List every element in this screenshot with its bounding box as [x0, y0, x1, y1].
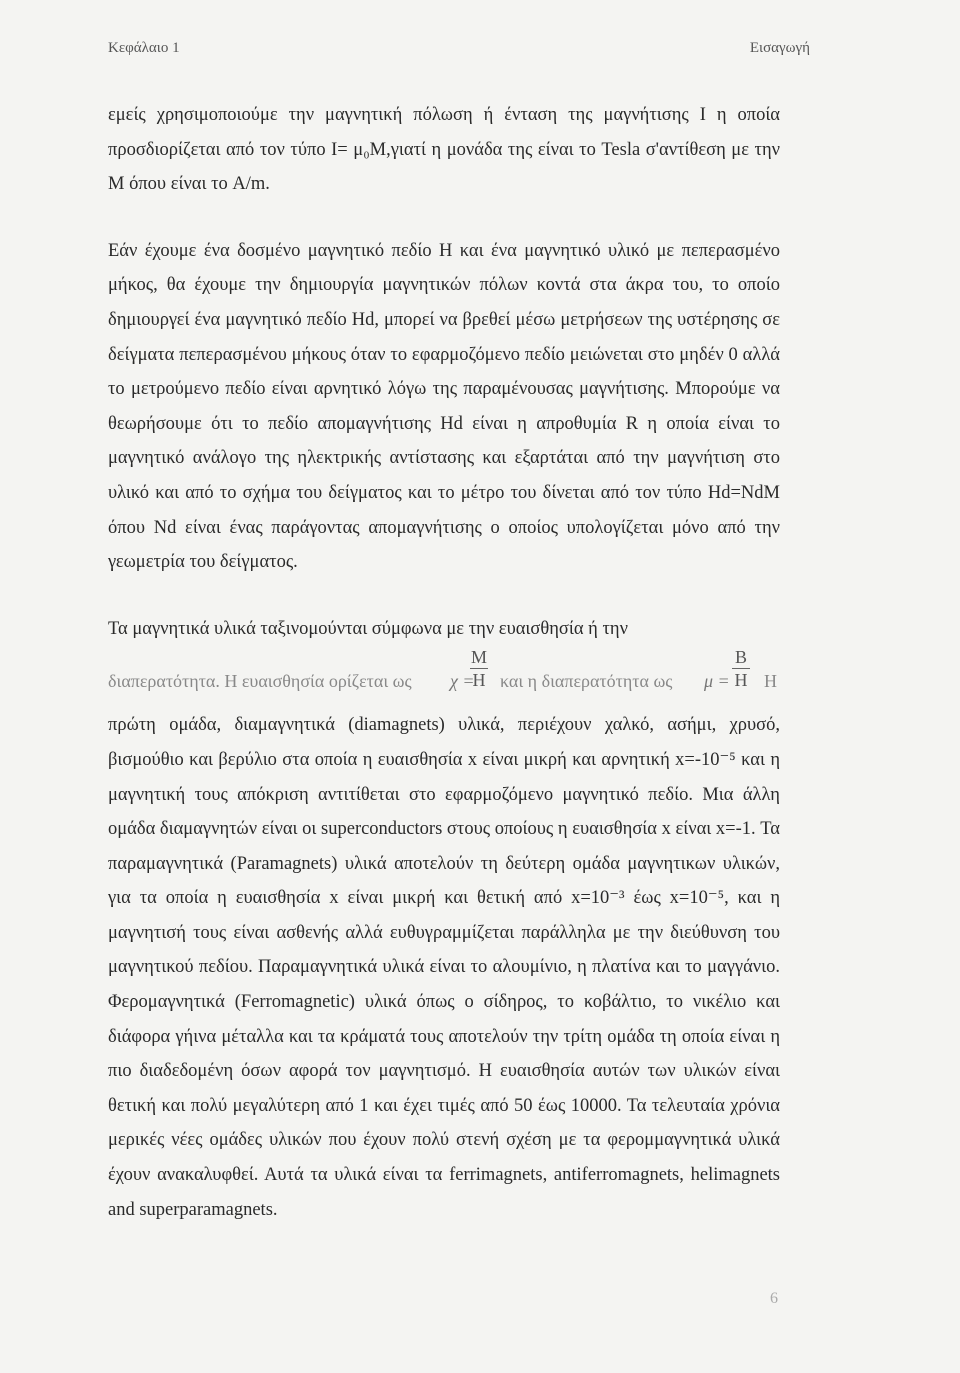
- paragraph-4: πρώτη ομάδα, διαμαγνητικά (diamagnets) υλικά, περιέχουν χαλκό, ασήμι, χρυσό, βισμούθιο και βερύλιο στα οποία η ευαισθησία x είναι μικρή και αρνητική x=-10⁻⁵ και η μαγνητική τους απόκριση αντιτίθεται στο εφαρμοζόμενο μαγνητικό πεδίο. Μια άλλη ομάδα διαμαγνητών είναι οι superconductors στους οποίους η ευαισθησία x είναι x=-1. Τα παραμαγνητικά (Paramagnets) υλικά αποτελούν τη δεύτερη ομάδα μαγνητικων υλικών, για τα οποία η ευαισθησία x είναι μικρή και θετική από x=10⁻³ έως x=10⁻⁵, και η μαγνητισή τους είναι ασθενής αλλά ευθυγραμμίζεται παράλληλα με την διεύθυνση του μαγνητικού πεδίου. Παραμαγνητικά υλικά είναι το αλουμίνιο, η πλατίνα και το μαγγάνιο. Φερομαγνητικά (Ferromagnetic) υλικά όπως ο σίδηρος, το κοβάλτιο, το νικέλιο και διάφορα γήινα μέταλλα και τα κράματά τους αποτελούν την τρίτη ομάδα τη οποία είναι η πιο διαδεδομένη όσων αφορά τον μαγνητισμό. Η ευαισθησία αυτών των υλικών είναι θετική και πολύ μεγαλύτερη από 1 και έχει τιμές από 50 έως 10000. Τα τελευταία χρόνια μερικές νέες ομάδες υλικών που έχουν πολύ στενή σχέση με τα φερομμαγνητικά υλικά έχουν ανακαλυφθεί. Αυτά τα υλικά είναι τα ferrimagnets, antiferromagnets, helimagnets and superparamagnets.: [108, 715, 780, 1220]
- susceptibility-fraction: [470, 646, 488, 691]
- page-number: 6: [770, 1290, 778, 1307]
- chi-symbol: χ =: [450, 671, 475, 692]
- fraction-numerator: M: [470, 647, 487, 668]
- paragraph-1: εμείς χρησιμοποιούμε την μαγνητική πόλωση ή ένταση της μαγνήτισης I η οποία προσδιορίζεται από τον τύπο I= μ₀M,γιατί η μονάδα της είναι το Tesla σ'αντίθεση με την M όπου είναι το A/m.: [108, 105, 780, 195]
- permeability-fraction: [732, 646, 750, 691]
- formula-line: [108, 646, 780, 708]
- fraction-denominator: H: [734, 670, 748, 691]
- chapter-label: Κεφάλαιο 1: [108, 40, 180, 56]
- formula-lead-text: διαπερατότητα. Η ευαισθησία ορίζεται ως: [108, 671, 412, 692]
- formula-middle-text: και η διαπερατότητα ως: [500, 671, 673, 692]
- paragraph-3: Τα μαγνητικά υλικά ταξινομούνται σύμφωνα με την ευαισθησία ή την: [108, 618, 628, 639]
- formula-tail-text: H: [764, 671, 777, 692]
- paragraph-2: Εάν έχουμε ένα δοσμένο μαγνητικό πεδίο H και ένα μαγνητικό υλικό με πεπερασμένο μήκος, θα έχουμε την δημιουργία μαγνητικών πόλων κοντά στα άκρα του, το οποίο δημιουργεί ένα μαγνητικό πεδίο Hd, μπορεί να βρεθεί μέσω μετρήσεων της υστέρησης σε δείγματα πεπερασμένου μήκους όταν το εφαρμοζόμενο πεδίο μειώνεται στο μηδέν 0 αλλά το μετρούμενο πεδίο είναι αρνητικό λόγω της παραμένουσας μαγνήτισης. Μπορούμε να θεωρήσουμε ότι το πεδίο απομαγνήτισης Hd είναι η απροθυμία R η οποία είναι το μαγνητικό ανάλογο της ηλεκτρικής αντίστασης και εξαρτάται από την μαγνήτιση στο υλικό και από το σχήμα του δείγματος και το μέτρο του δίνεται από τον τύπο Hd=NdM όπου Nd είναι ένας παράγοντας απομαγνήτισης ο οποίος υπολογίζεται μόνο από την γεωμετρία του δείγματος.: [108, 240, 780, 573]
- page-body: [108, 98, 780, 1227]
- mu-symbol: μ =: [704, 671, 730, 692]
- fraction-numerator: B: [734, 647, 747, 668]
- section-label: Εισαγωγή: [749, 40, 810, 56]
- fraction-denominator: H: [472, 670, 486, 691]
